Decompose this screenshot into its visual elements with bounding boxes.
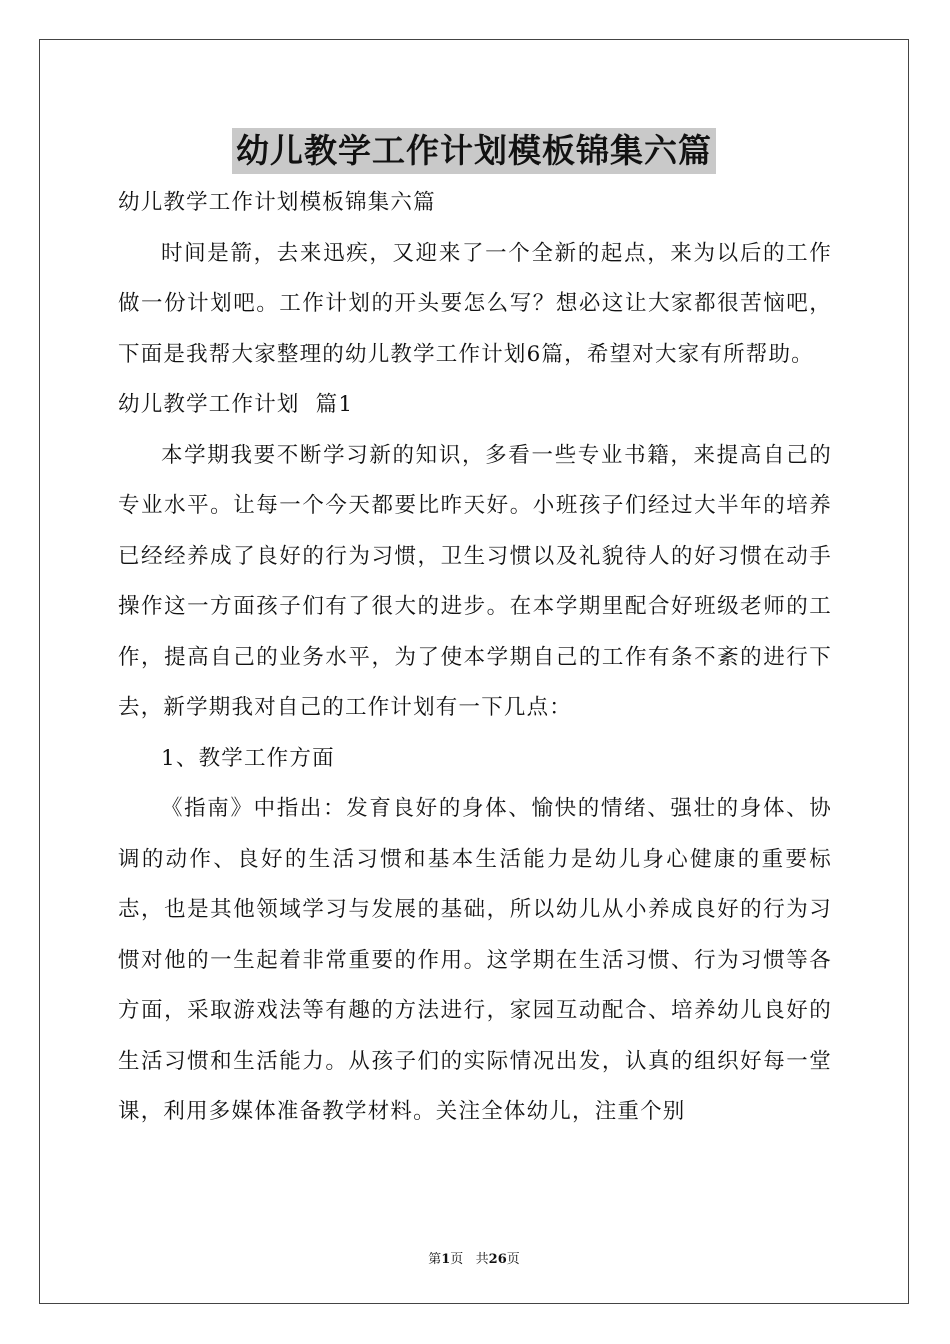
footer-page-suffix: 页 xyxy=(506,1252,520,1267)
item-paragraph: 《指南》中指出：发育良好的身体、愉快的情绪、强壮的身体、协调的动作、良好的生活习惯和基本生活能力是幼儿身心健康的重要标志，也是其他领域学习与发展的基础，所以幼儿从小养成良好的行为习惯对他的一生起着非常重要的作用。这学期在生活习惯、行为习惯等各方面，采取游戏法等有趣的方法进行，家园互动配合、培养幼儿良好的生活习惯和生活能力。从孩子们的实际情况出发，认真的组织好每一堂课，利用多媒体准备教学材料。关注全体幼儿，注重个别 xyxy=(118,796,832,1124)
section-heading: 幼儿教学工作计划 篇1 xyxy=(118,392,354,417)
document-page xyxy=(39,39,909,1304)
document-subtitle: 幼儿教学工作计划模板锦集六篇 xyxy=(118,190,436,215)
page-footer xyxy=(40,1248,908,1267)
footer-page-current: 1 xyxy=(441,1252,451,1267)
item-heading: 1、教学工作方面 xyxy=(161,745,335,771)
title-wrap xyxy=(40,128,908,174)
section-paragraph: 本学期我要不断学习新的知识，多看一些专业书籍，来提高自己的专业水平。让每一个今天都要比昨天好。小班孩子们经过大半年的培养已经经养成了良好的行为习惯，卫生习惯以及礼貌待人的好习惯在动手操作这一方面孩子们有了很大的进步。在本学期里配合好班级老师的工作，提高自己的业务水平，为了使本学期自己的工作有条不紊的进行下去，新学期我对自己的工作计划有一下几点： xyxy=(118,442,832,720)
footer-page-mid: 页 共 xyxy=(450,1252,489,1267)
intro-paragraph: 时间是箭，去来迅疾，又迎来了一个全新的起点，来为以后的工作做一份计划吧。工作计划的开头要怎么写？想必这让大家都很苦恼吧，下面是我帮大家整理的幼儿教学工作计划6篇，希望对大家有所帮助。 xyxy=(118,240,832,367)
document-body xyxy=(118,178,832,1138)
document-title: 幼儿教学工作计划模板锦集六篇 xyxy=(232,128,716,174)
footer-page-prefix: 第 xyxy=(428,1252,442,1267)
footer-page-total: 26 xyxy=(488,1252,507,1267)
